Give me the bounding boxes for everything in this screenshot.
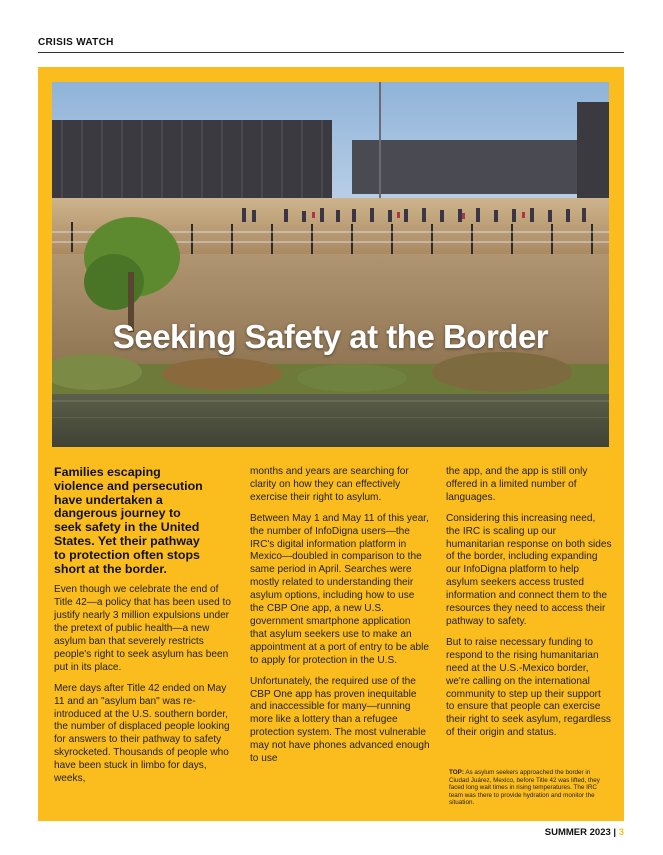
article-lede: Families escaping violence and persecution have undertaken a dangerous journey to seek safety in the United States. Yet their pathway to protection often stops short at the border.: [54, 465, 203, 576]
photo-caption: [449, 769, 609, 807]
paragraph: Mere days after Title 42 ended on May 11 and an "asylum ban" was re-introduced at the U.S. southern border, the number of displaced people looking for answers to their pathway to safety skyrocketed. Thousands of people who have been stuck in limbo for days, weeks,: [54, 682, 230, 785]
paragraph: Considering this increasing need, the IRC is scaling up our humanitarian response on both sides of the border, including expanding our InfoDigna platform to help asylum seekers access trusted information and connect them to the resources they need to access their pathway to safety.: [446, 512, 612, 627]
paragraph: months and years are searching for clarity on how they can effectively exercise their right to asylum.: [250, 466, 409, 503]
article-column-1: [54, 466, 234, 794]
paragraph: the app, and the app is still only offered in a limited number of languages.: [446, 466, 588, 503]
paragraph: Unfortunately, the required use of the CBP One app has proven inequitable and inaccessible for many—running more like a lottery than a refugee protection system. The most vulnerable may not have phones advanced enough to use: [250, 675, 430, 765]
paragraph: But to raise necessary funding to respond to the rising humanitarian need at the U.S.-Mexico border, we're calling on the international community to step up their support to ensure that people can exercise their right to seek asylum, regardless of their origin and status.: [446, 636, 611, 739]
paragraph: Between May 1 and May 11 of this year, the number of InfoDigna users—the IRC's digital information platform in Mexico—doubled in comparison to the same period in April. Searches were mostly related to understanding their asylum options, including how to use the CBP One app, a new U.S. government smartphone application that asylum seekers use to make an appointment at a port of entry to be able to apply for protection in the U.S.: [250, 512, 430, 666]
article-column-2: [250, 466, 430, 774]
page-footer: [545, 827, 624, 838]
paragraph: Even though we celebrate the end of Title 42—a policy that has been used to justify nearly 3 million expulsions under the pretext of public health—a new asylum ban that severely restricts people's right to seek asylum has been put in its place.: [54, 584, 231, 673]
border-photo: [52, 82, 609, 447]
caption-label: TOP:: [449, 769, 464, 776]
photo-headline: Seeking Safety at the Border: [112, 318, 549, 355]
section-label: CRISIS WATCH: [38, 37, 114, 48]
article-column-3: [446, 466, 612, 748]
header-divider: [38, 52, 624, 53]
page-number: 3: [618, 827, 624, 838]
issue-label: SUMMER 2023 |: [544, 827, 619, 838]
caption-text: As asylum seekers approached the border in Ciudad Juárez, Mexico, before Title 42 was lifted, they faced long wait times in rising temperatures. The IRC team was there to provide hydration and monitor the situation.: [449, 769, 600, 807]
